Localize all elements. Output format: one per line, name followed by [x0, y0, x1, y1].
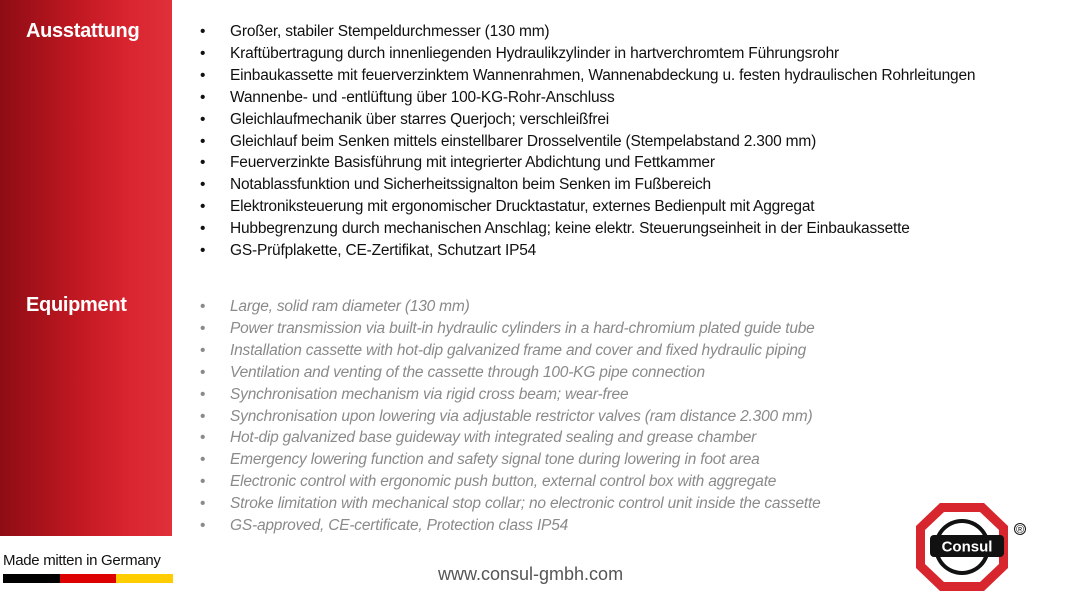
flag-stripe-red — [60, 574, 117, 583]
feature-text: Kraftübertragung durch innenliegenden Hydraulikzylinder in hartverchromtem Führungsrohr — [230, 44, 839, 62]
bullet-icon: • — [200, 110, 206, 128]
feature-item — [200, 109, 975, 131]
feature-text: Elektroniksteuerung mit ergonomischer Drucktastatur, externes Bedienpult mit Aggregat — [230, 198, 815, 216]
feature-item — [200, 65, 975, 87]
flag-stripe-gold — [116, 574, 173, 583]
feature-text: Hot-dip galvanized base guideway with integrated sealing and grease chamber — [230, 429, 757, 447]
feature-item — [200, 240, 975, 262]
bullet-icon: • — [200, 385, 206, 403]
bullet-icon: • — [200, 176, 206, 194]
feature-item — [200, 471, 821, 493]
bullet-icon: • — [200, 473, 206, 491]
bullet-icon: • — [200, 517, 206, 535]
website-link[interactable]: www.consul-gmbh.com — [438, 564, 624, 584]
german-flag-stripe — [3, 574, 173, 583]
feature-item — [200, 152, 975, 174]
sidebar-red-band — [0, 0, 172, 536]
bullet-icon: • — [200, 495, 206, 513]
bullet-icon: • — [200, 341, 206, 359]
feature-text: Ventilation and venting of the cassette through 100-KG pipe connection — [230, 363, 705, 381]
bullet-icon: • — [200, 363, 206, 381]
feature-list-english — [200, 296, 821, 537]
feature-text: Synchronisation mechanism via rigid cross beam; wear-free — [230, 385, 629, 403]
feature-text: Electronic control with ergonomic push button, external control box with aggregate — [230, 473, 777, 491]
feature-text: Hubbegrenzung durch mechanischen Anschlag; keine elektr. Steuerungseinheit in der Einbaukassette — [230, 220, 910, 238]
flag-stripe-black — [3, 574, 60, 583]
feature-text: Feuerverzinkte Basisführung mit integrierter Abdichtung und Fettkammer — [230, 154, 715, 172]
registered-mark-text: ® — [1015, 524, 1025, 536]
feature-item — [200, 362, 821, 384]
feature-text: Wannenbe- und -entlüftung über 100-KG-Rohr-Anschluss — [230, 88, 615, 106]
feature-item — [200, 515, 821, 537]
feature-item — [200, 174, 975, 196]
section-label-equipment: Equipment — [26, 294, 127, 316]
bullet-icon: • — [200, 132, 206, 150]
feature-item — [200, 384, 821, 406]
feature-text: Gleichlauf beim Senken mittels einstellbarer Drosselventile (Stempelabstand 2.300 mm) — [230, 132, 817, 150]
bullet-icon: • — [200, 66, 206, 84]
bullet-icon: • — [200, 242, 206, 260]
bullet-icon: • — [200, 88, 206, 106]
feature-text: Gleichlaufmechanik über starres Querjoch; verschleißfrei — [230, 110, 610, 128]
feature-item — [200, 296, 821, 318]
feature-text: Large, solid ram diameter (130 mm) — [230, 298, 470, 315]
feature-text: Stroke limitation with mechanical stop collar; no electronic control unit inside the cassette — [230, 495, 821, 513]
bullet-icon: • — [200, 319, 206, 337]
feature-text: GS-approved, CE-certificate, Protection class IP54 — [230, 517, 569, 535]
feature-item — [200, 131, 975, 153]
feature-text: Großer, stabiler Stempeldurchmesser (130 mm) — [230, 23, 550, 40]
feature-list-german — [200, 21, 975, 262]
section-label-ausstattung: Ausstattung — [26, 20, 140, 42]
feature-text: Einbaukassette mit feuerverzinktem Wannenrahmen, Wannenabdeckung u. festen hydraulischen Rohrleitungen — [230, 66, 976, 84]
feature-item — [200, 427, 821, 449]
made-in-germany-label: Made mitten in Germany — [3, 552, 161, 569]
consul-logo — [916, 502, 1034, 592]
bullet-icon: • — [200, 429, 206, 447]
feature-item — [200, 318, 821, 340]
feature-item — [200, 406, 821, 428]
feature-item — [200, 493, 821, 515]
bullet-icon: • — [200, 407, 206, 425]
bullet-icon: • — [200, 44, 206, 62]
feature-text: Installation cassette with hot-dip galvanized frame and cover and fixed hydraulic piping — [230, 341, 807, 359]
feature-text: Notablassfunktion und Sicherheitssignalton beim Senken im Fußbereich — [230, 176, 711, 194]
feature-text: GS-Prüfplakette, CE-Zertifikat, Schutzart IP54 — [230, 242, 537, 260]
feature-item — [200, 196, 975, 218]
feature-item — [200, 449, 821, 471]
feature-text: Power transmission via built-in hydraulic cylinders in a hard-chromium plated guide tube — [230, 319, 815, 337]
feature-item — [200, 43, 975, 65]
feature-item — [200, 87, 975, 109]
feature-item — [200, 218, 975, 240]
bullet-icon: • — [200, 220, 206, 238]
feature-item — [200, 340, 821, 362]
bullet-icon: • — [200, 298, 206, 315]
bullet-icon: • — [200, 451, 206, 469]
feature-item — [200, 21, 975, 43]
bullet-icon: • — [200, 198, 206, 216]
bullet-icon: • — [200, 154, 206, 172]
feature-text: Synchronisation upon lowering via adjustable restrictor valves (ram distance 2.300 mm) — [230, 407, 813, 425]
logo-brand-text: Consul — [941, 538, 993, 556]
bullet-icon: • — [200, 23, 206, 40]
feature-text: Emergency lowering function and safety signal tone during lowering in foot area — [230, 451, 760, 469]
